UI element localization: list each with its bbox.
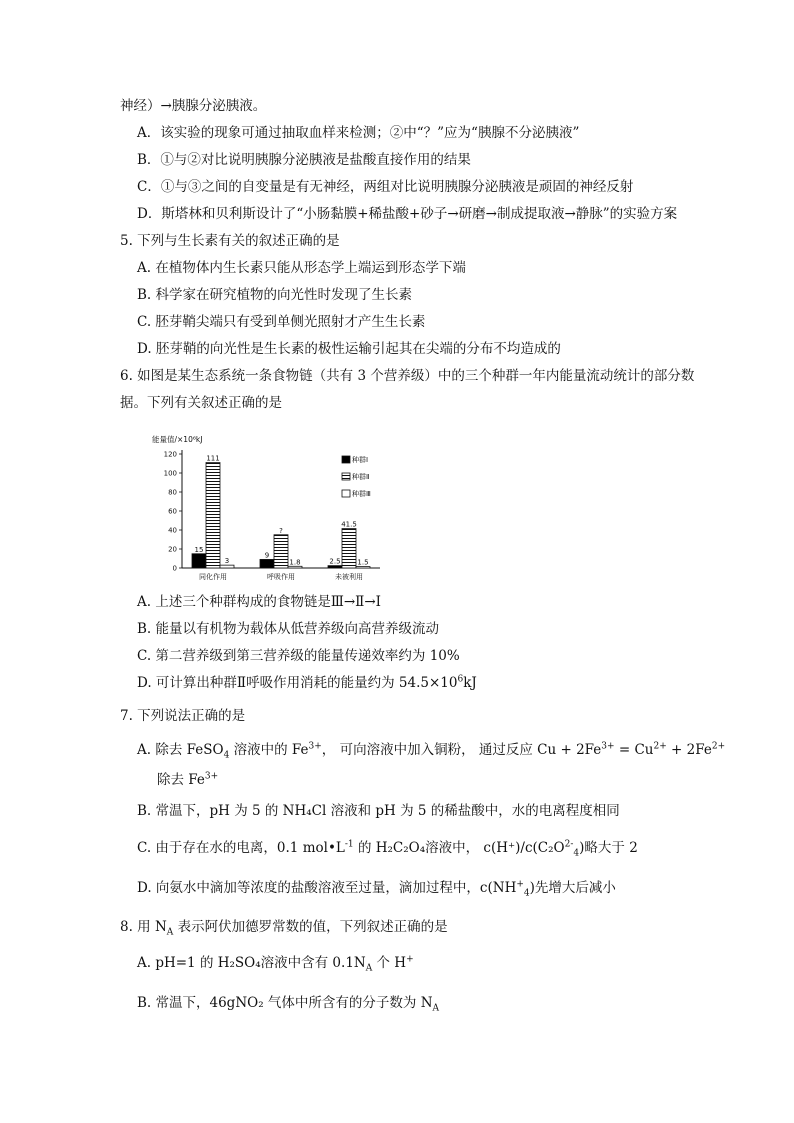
bar-value-label: 2.5 [329,557,341,566]
legend-label: 种群Ⅰ [352,456,369,464]
legend-swatch [342,473,350,480]
legend-label: 种群Ⅲ [352,490,371,498]
q8-option-b: B. 常温下，46gNO₂ 气体中所含有的分子数为 $N_A$ [137,995,440,1014]
bar-3-2 [288,566,302,568]
bar-2-2 [274,535,288,568]
bar-value-label: 1.5 [357,558,369,567]
x-category-label: 未被利用 [335,573,363,581]
y-tick-label: 60 [168,507,177,516]
q7-stem: 7. 下列说法正确的是 [120,708,246,724]
bar-value-label: 3 [224,557,230,566]
bar-value-label: 111 [206,454,220,463]
q5-option-d: D. 胚芽鞘的向光性是生长素的极性运输引起其在尖端的分布不均造成的 [137,341,561,357]
q8-option-a: A. pH=1 的 H₂SO₄溶液中含有 $0.1N_A$ 个 H+ [137,954,414,974]
q7-option-a: A. 除去 FeSO$_4$ 溶液中的 $Fe^{3+}$， 可向溶液中加入铜粉， 通过反应 $Cu + 2Fe^{3+} = Cu^{2+} + 2Fe^{2+}$ [137,741,726,761]
q6-option-c: C. 第二营养级到第三营养级的能量传递效率约为 10% [137,648,460,664]
bar-value-label: 15 [194,545,204,554]
q5-option-c: C. 胚芽鞘尖端只有受到单侧光照射才产生生长素 [137,314,426,330]
bar-1-1 [192,554,206,568]
chart-ylabel: 能量值/×10⁶kJ [152,435,203,444]
q7-option-c: C. 由于存在水的电离，0.1 $mol•L^{-1}$ 的 H₂C₂O₄溶液中， $c(H^+)/c(C_2O^{2-}_4)$略大于 2 [137,839,638,859]
bar-1-3 [328,566,342,568]
q5-option-a: A. 在植物体内生长素只能从形态学上端运到形态学下端 [137,260,466,276]
bar-value-label: 9 [264,551,270,560]
legend-label: 种群Ⅱ [352,473,370,481]
q6-stem-line1: 6. 如图是某生态系统一条食物链（共有 3 个营养级）中的三个种群一年内能量流动统计的部分数 [120,368,695,384]
bar-value-label: 41.5 [341,520,357,529]
q5-stem: 5. 下列与生长素有关的叙述正确的是 [120,233,340,249]
legend-swatch [342,456,350,463]
energy-flow-bar-chart [150,432,390,592]
y-tick-label: 20 [168,545,177,554]
y-tick-label: 100 [163,469,177,478]
q7-option-b: B. 常温下，pH 为 5 的 NH₄Cl 溶液和 pH 为 5 的稀盐酸中，水的电离程度相同 [137,803,620,819]
bar-2-1 [206,463,220,568]
bar-1-2 [260,559,274,568]
bar-value-label: ? [279,526,283,535]
q6-stem-line2: 据。下列有关叙述正确的是 [120,395,282,411]
q7-option-d: D. 向氨水中滴加等浓度的盐酸溶液至过量，滴加过程中，$c(NH^+_4)$先增大后减小 [137,879,616,899]
bar-3-1 [220,565,234,568]
legend-swatch [342,490,350,497]
y-tick-label: 80 [168,488,177,497]
bar-3-3 [356,567,370,568]
q7-option-a-line2: 除去 $Fe^{3+}$ [157,771,219,788]
x-category-label: 呼吸作用 [267,573,295,581]
q4-option-c: C．①与③之间的自变量是有无神经，两组对比说明胰腺分泌胰液是顽固的神经反射 [137,179,634,195]
y-tick-label: 0 [172,564,177,573]
q4-lead-text: 神经）→胰腺分泌胰液。 [120,98,267,114]
q8-stem: 8. 用 $N_A$ 表示阿伏加德罗常数的值，下列叙述正确的是 [120,919,448,938]
y-tick-label: 40 [168,526,177,535]
chart-legend [342,455,371,498]
y-tick-label: 120 [163,450,177,459]
q4-option-b: B．①与②对比说明胰腺分泌胰液是盐酸直接作用的结果 [137,152,471,168]
q6-option-a: A. 上述三个种群构成的食物链是Ⅲ→Ⅱ→Ⅰ [137,594,381,610]
q6-option-b: B. 能量以有机物为载体从低营养级向高营养级流动 [137,621,440,637]
q5-option-b: B. 科学家在研究植物的向光性时发现了生长素 [137,287,413,303]
q6-option-d: D. 可计算出种群Ⅱ呼吸作用消耗的能量约为 $54.5\times 10^6kJ$ [137,674,477,691]
bar-2-3 [342,529,356,568]
q4-option-d: D．斯塔林和贝利斯设计了“小肠黏膜+稀盐酸+砂子→研磨→制成提取液→静脉”的实验方案 [137,206,678,222]
bar-value-label: 1.8 [289,558,301,567]
q4-option-a: A．该实验的现象可通过抽取血样来检测；②中“？”应为“胰腺不分泌胰液” [137,125,580,141]
x-category-label: 同化作用 [199,573,227,581]
